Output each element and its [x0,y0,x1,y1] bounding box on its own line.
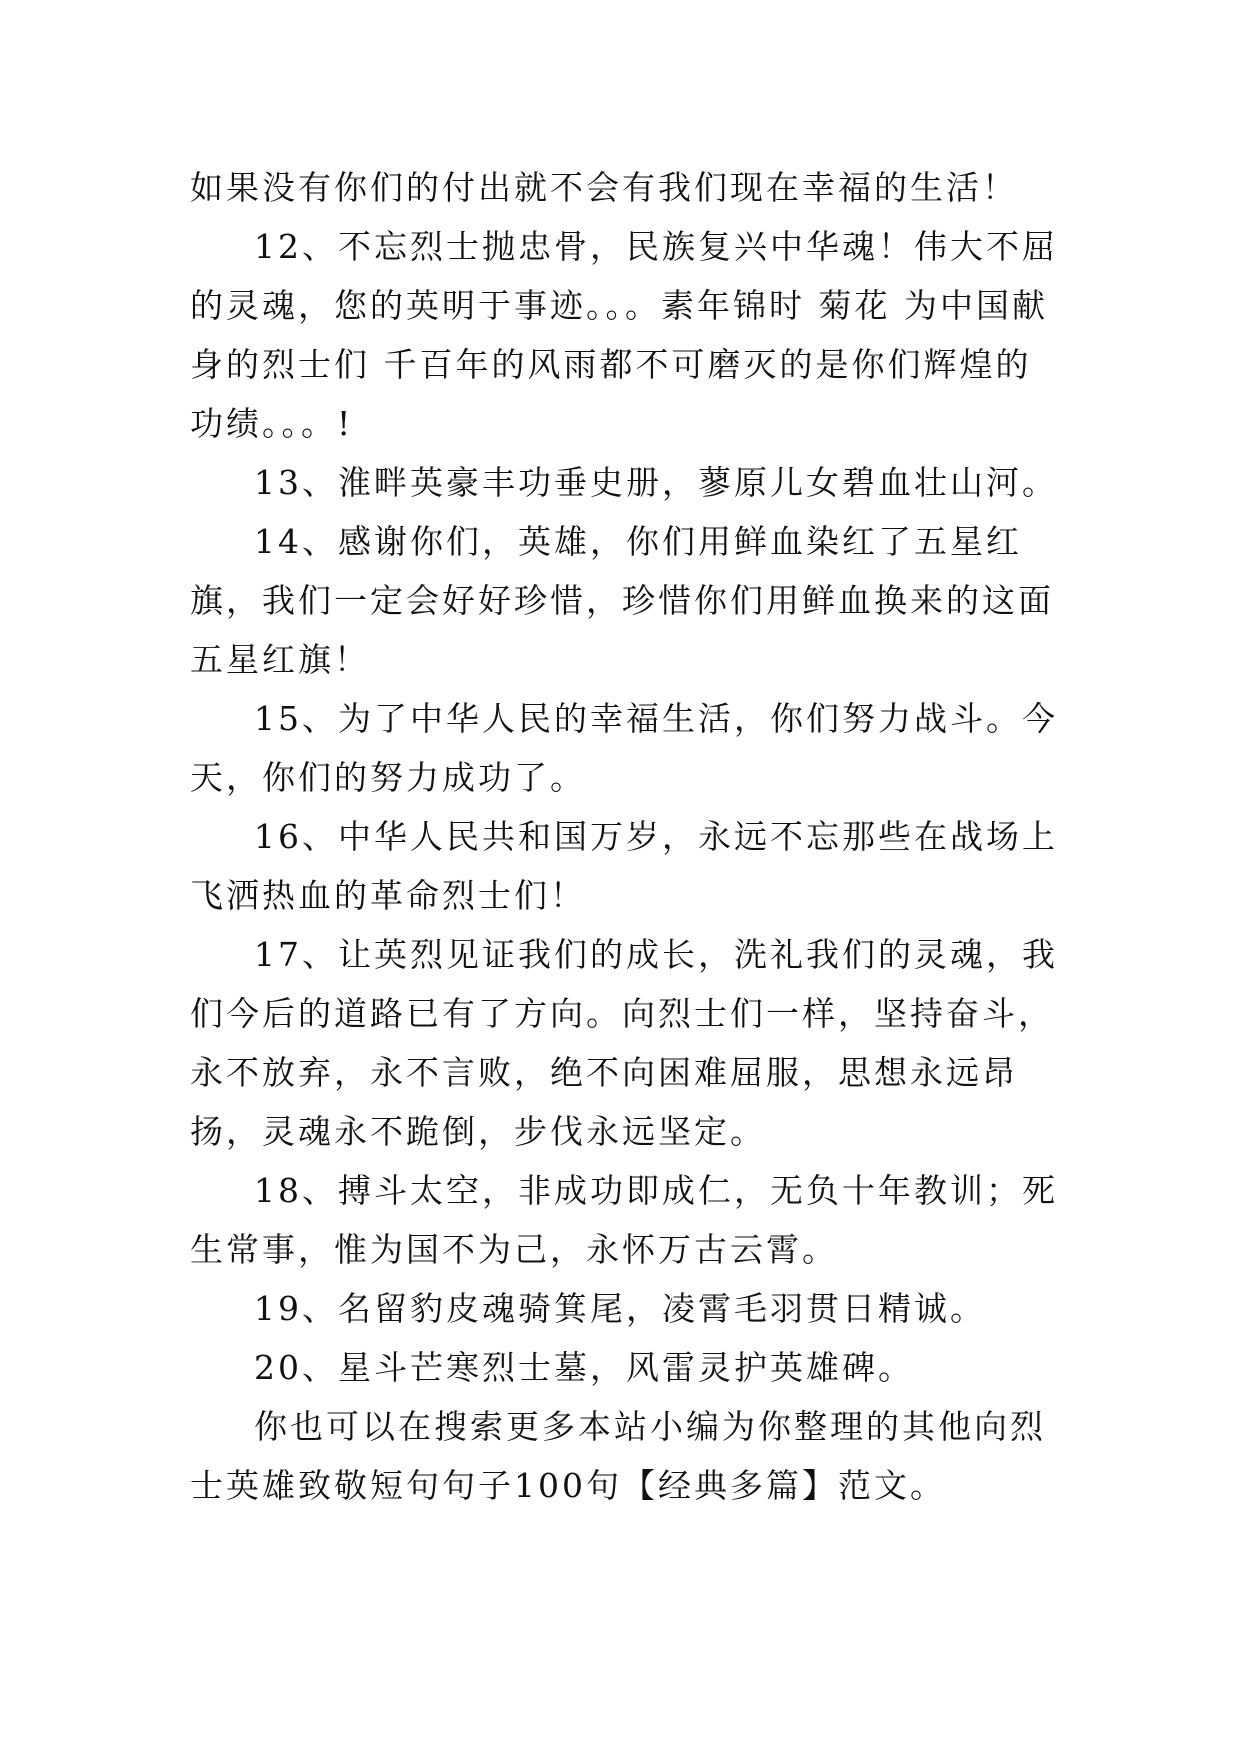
paragraph-continuation: 如果没有你们的付出就不会有我们现在幸福的生活！ [190,168,1018,207]
paragraph-item-12: 12、不忘烈士抛忠骨，民族复兴中华魂！伟大不屈的灵魂，您的英明于事迹。。。素年锦时 菊花 为中国献身的烈士们 千百年的风雨都不可磨灭的是你们辉煌的功绩。。。! [190,227,1058,443]
paragraph-item-13: 13、淮畔英豪丰功垂史册，蓼原儿女碧血壮山河。 [254,463,1058,502]
paragraph-item-14: 14、感谢你们，英雄，你们用鲜血染红了五星红旗，我们一定会好好珍惜，珍惜你们用鲜血换来的这面五星红旗！ [190,522,1054,679]
paragraph-item-16: 16、中华人民共和国万岁，永远不忘那些在战场上飞洒热血的革命烈士们！ [190,817,1058,915]
paragraph-item-20: 20、星斗芒寒烈士墓，风雷灵护英雄碑。 [254,1348,914,1387]
paragraph-item-17: 17、让英烈见证我们的成长，洗礼我们的灵魂，我们今后的道路已有了方向。向烈士们一样，坚持奋斗，永不放弃，永不言败，绝不向困难屈服，思想永远昂扬，灵魂永不跪倒，步伐永远坚定。 [190,935,1058,1151]
paragraph-item-19: 19、名留豹皮魂骑箕尾，凌霄毛羽贯日精诚。 [254,1289,986,1328]
document-body [190,158,1060,1515]
paragraph-closing-note: 你也可以在搜索更多本站小编为你整理的其他向烈士英雄致敬短句句子100句【经典多篇】范文。 [190,1407,1046,1505]
paragraph-item-18: 18、搏斗太空，非成功即成仁，无负十年教训；死生常事，惟为国不为己，永怀万古云霄。 [190,1171,1058,1269]
paragraph-item-15: 15、为了中华人民的幸福生活，你们努力战斗。今天，你们的努力成功了。 [190,699,1058,797]
